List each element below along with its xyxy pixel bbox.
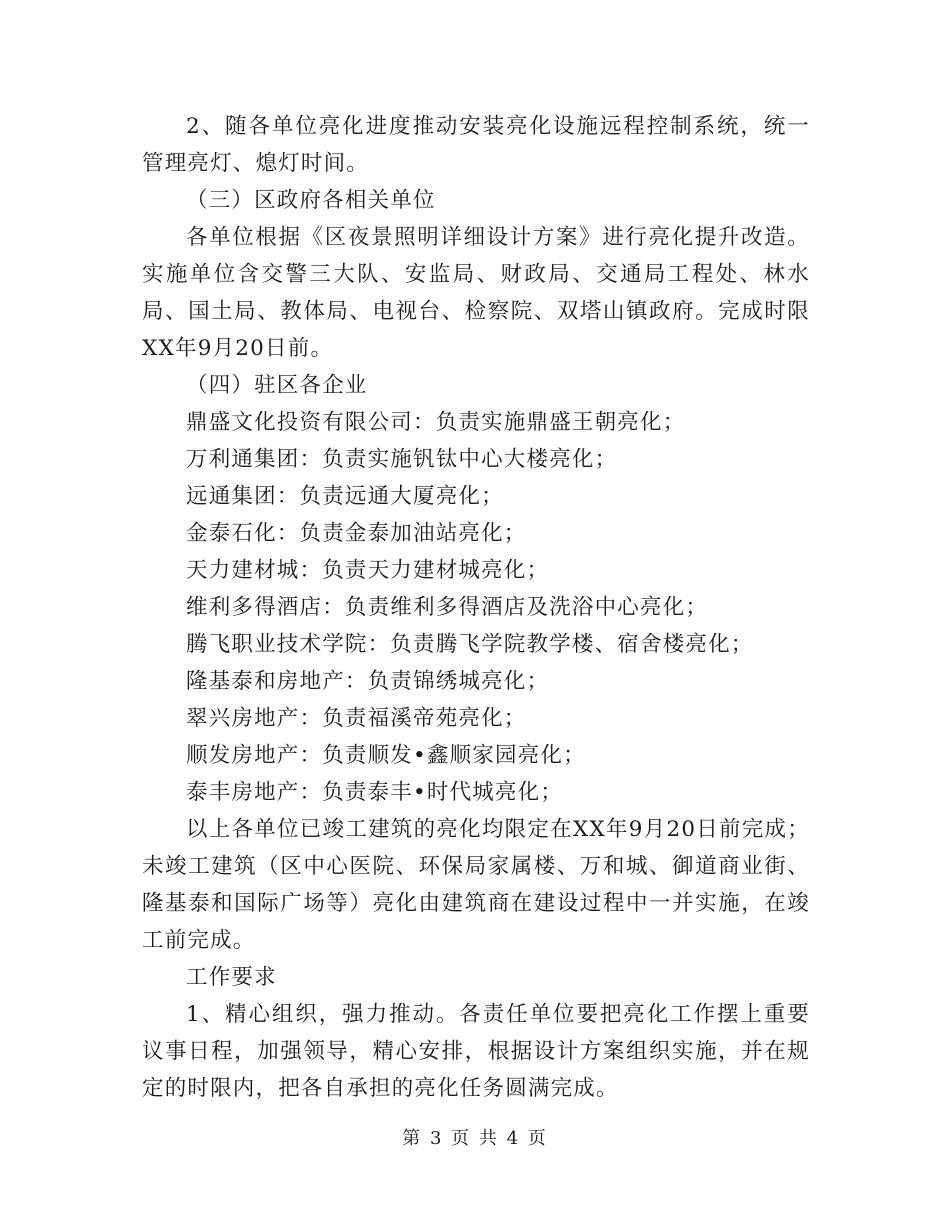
section-heading-enterprises: （四）驻区各企业: [186, 373, 368, 398]
section-heading-district-government: （三）区政府各相关单位: [186, 188, 436, 213]
enterprise-item-weili: 维利多得酒店：负责维利多得酒店及洗浴中心亮化；: [186, 595, 709, 620]
paragraph-government-units: 各单位根据《区夜景照明详细设计方案》进行亮化提升改造。实施单位含交警三大队、安监局、财政局、交通局工程处、林水局、国土局、教体局、电视台、检察院、双塔山镇政府。完成时限XX年9月20日前。: [142, 225, 810, 361]
enterprise-item-cuixing: 翠兴房地产：负责福溪帝苑亮化；: [186, 706, 527, 731]
enterprise-item-dingsheng: 鼎盛文化投资有限公司：负责实施鼎盛王朝亮化；: [186, 410, 686, 435]
paragraph-requirement-1: 1、精心组织，强力推动。各责任单位要把亮化工作摆上重要议事日程，加强领导，精心安排，根据设计方案组织实施，并在规定的时限内，把各自承担的亮化任务圆满完成。: [142, 1002, 810, 1101]
enterprise-item-tengfei: 腾飞职业技术学院：负责腾飞学院教学楼、宿舍楼亮化；: [186, 632, 754, 657]
page-number-footer: 第 3 页 共 4 页: [402, 1128, 548, 1149]
enterprise-item-jintai: 金泰石化：负责金泰加油站亮化；: [186, 521, 527, 546]
enterprise-item-longji: 隆基泰和房地产：负责锦绣城亮化；: [186, 669, 550, 694]
document-body: [142, 108, 810, 1107]
enterprise-item-tianli: 天力建材城：负责天力建材城亮化；: [186, 558, 550, 583]
enterprise-item-yuantong: 远通集团：负责远通大厦亮化；: [186, 484, 504, 509]
paragraph-deadline-summary: 以上各单位已竣工建筑的亮化均限定在XX年9月20日前完成；未竣工建筑（区中心医院、环保局家属楼、万和城、御道商业街、隆基泰和国际广场等）亮化由建筑商在建设过程中一并实施，在竣工前完成。: [142, 817, 810, 953]
section-heading-work-requirements: 工作要求: [186, 965, 277, 990]
enterprise-item-wanlitong: 万利通集团：负责实施钒钛中心大楼亮化；: [186, 447, 618, 472]
enterprise-item-taifeng: 泰丰房地产：负责泰丰•时代城亮化；: [186, 780, 564, 805]
enterprise-item-shunfa: 顺发房地产：负责顺发•鑫顺家园亮化；: [186, 743, 586, 768]
paragraph-remote-control: 2、随各单位亮化进度推动安装亮化设施远程控制系统，统一管理亮灯、熄灯时间。: [142, 114, 810, 176]
